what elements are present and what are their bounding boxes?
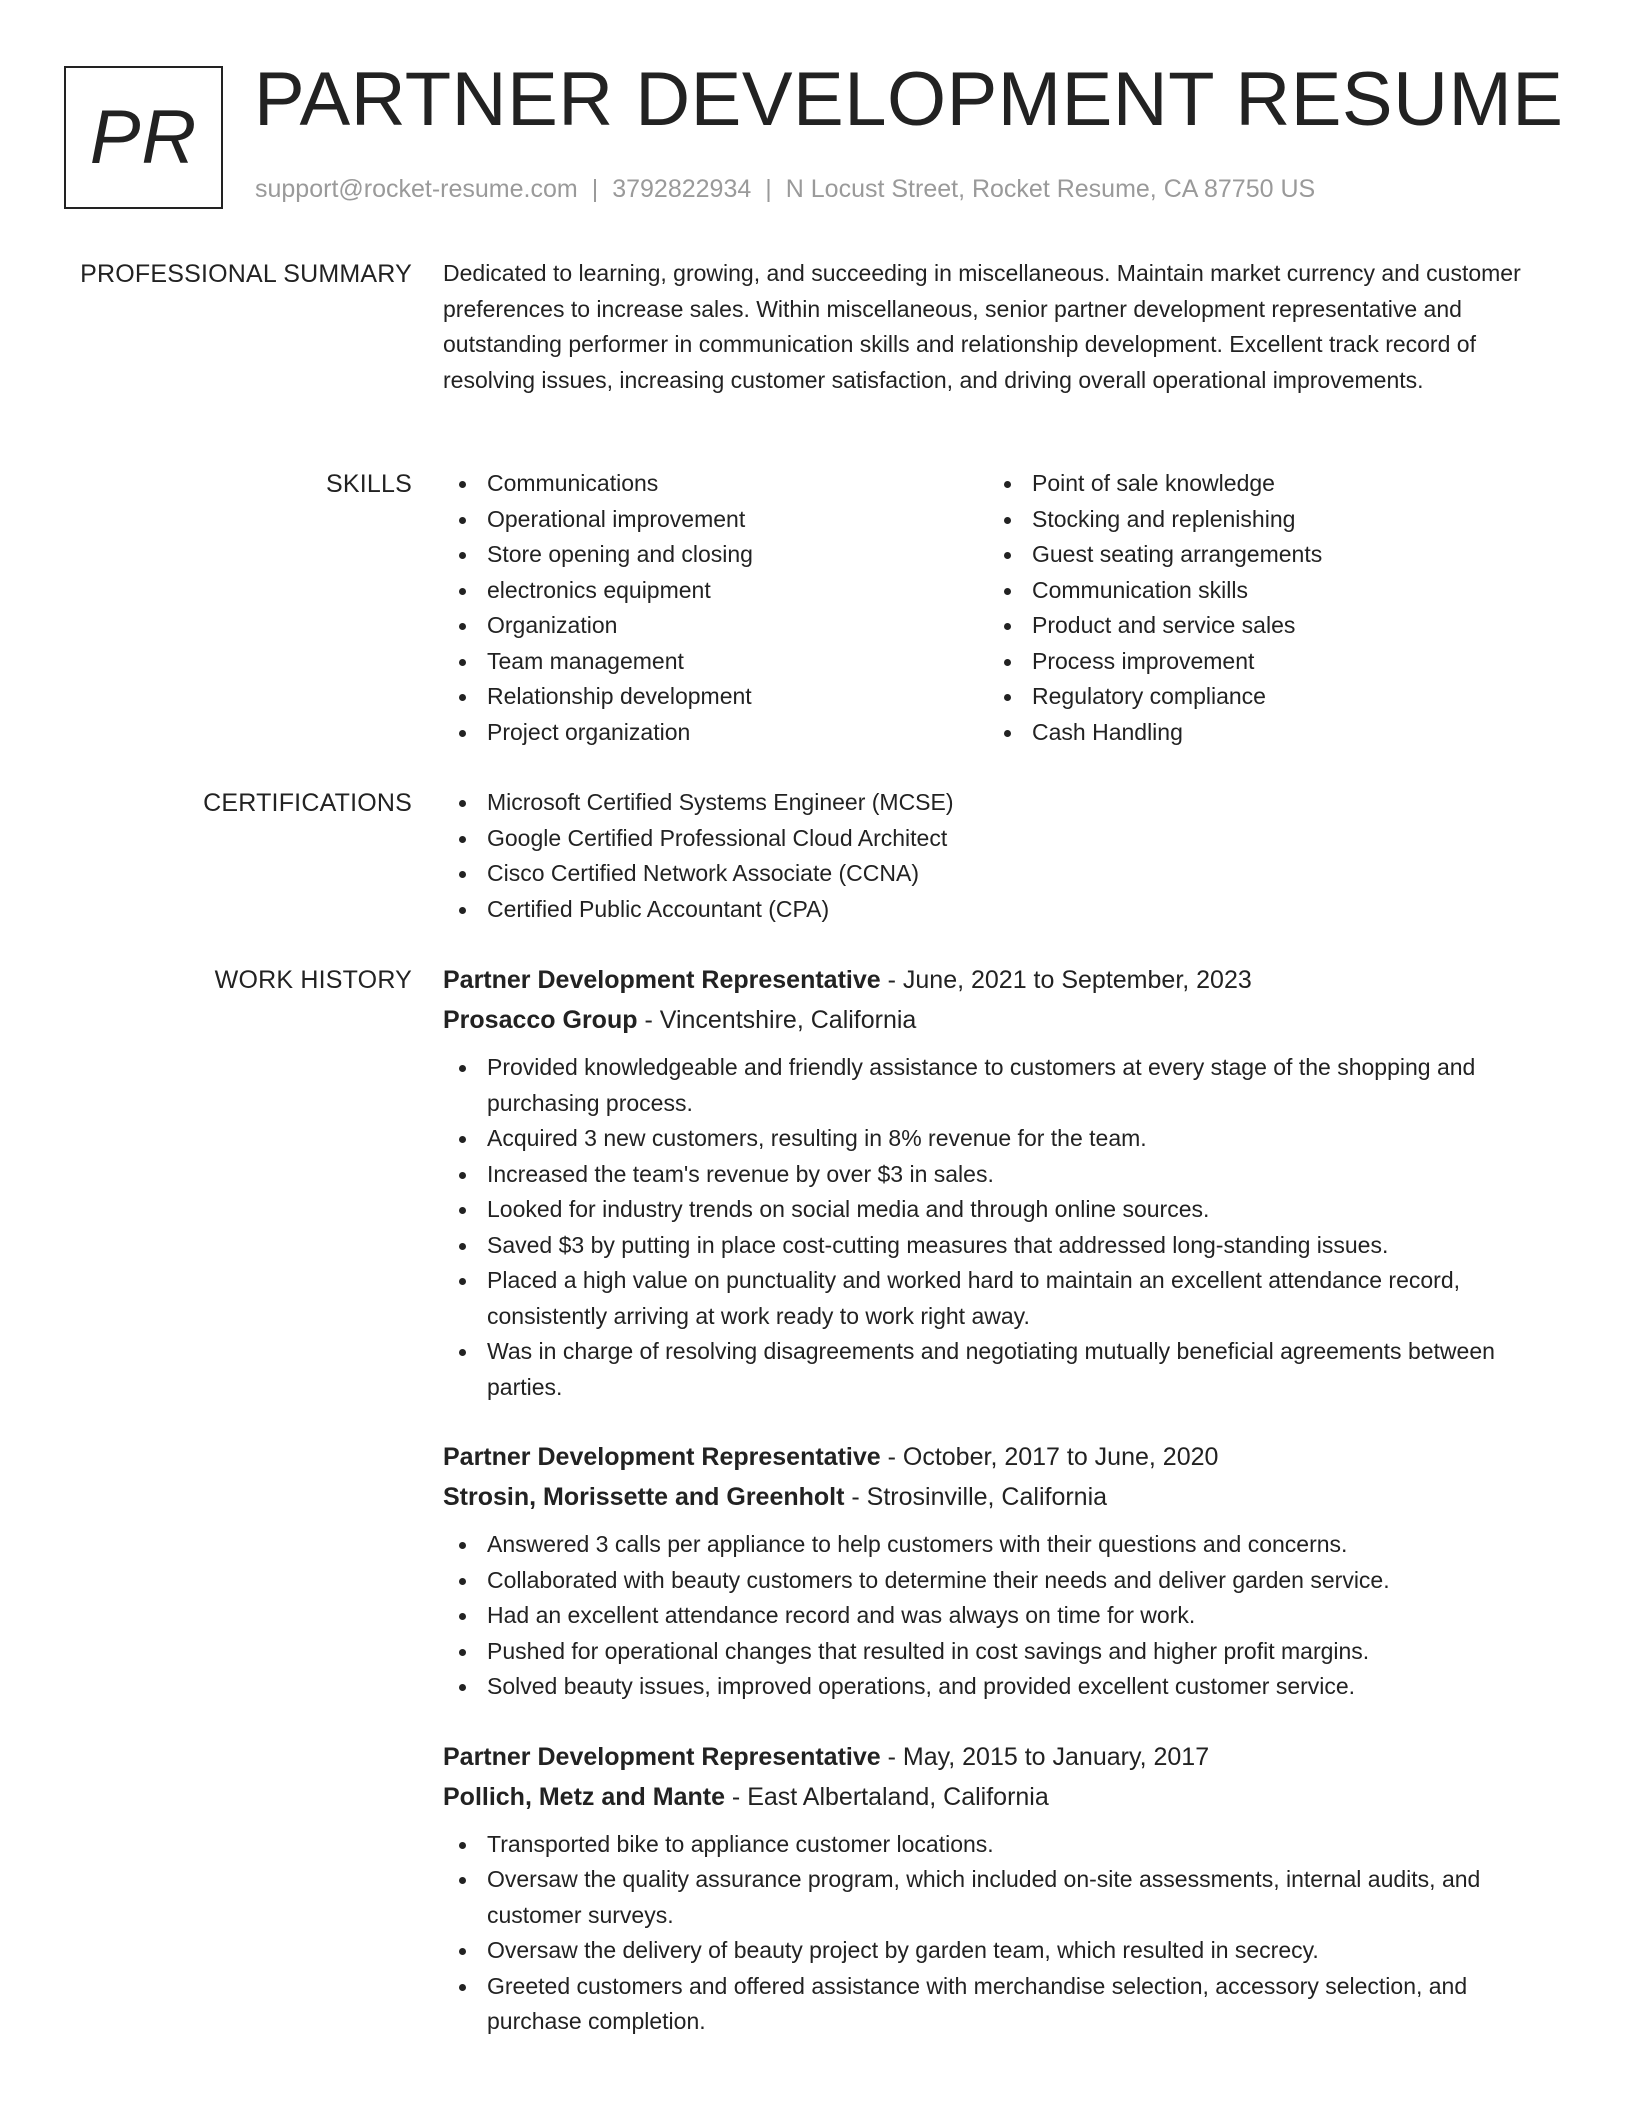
skill-item: Stocking and replenishing (988, 502, 1533, 538)
job-company: Strosin, Morissette and Greenholt (443, 1483, 845, 1511)
job-title: Partner Development Representative (443, 966, 881, 994)
contact-address: N Locust Street, Rocket Resume, CA 87750 US (785, 175, 1316, 203)
job-dates: - May, 2015 to January, 2017 (880, 1742, 1210, 1771)
certification-item: Certified Public Accountant (CPA) (443, 892, 1563, 928)
job-entry (443, 1437, 1563, 1705)
job-bullet: Oversaw the delivery of beauty project by garden team, which resulted in secrecy. (443, 1933, 1563, 1969)
job-title-line (443, 1737, 1563, 1777)
contact-phone[interactable]: 3792822934 (612, 175, 752, 203)
skill-item: Store opening and closing (443, 537, 988, 573)
work-history-heading: WORK HISTORY (214, 966, 412, 994)
certification-item: Cisco Certified Network Associate (CCNA) (443, 856, 1563, 892)
monogram-initials: PR (89, 95, 198, 180)
certification-item: Google Certified Professional Cloud Architect (443, 821, 1563, 857)
certifications-list (443, 785, 1563, 927)
job-bullet: Greeted customers and offered assistance with merchandise selection, accessory selection, and purchase completion. (443, 1969, 1563, 2040)
skill-item: Project organization (443, 715, 988, 751)
skill-item: Communications (443, 466, 988, 502)
job-dates: - June, 2021 to September, 2023 (880, 966, 1252, 994)
job-title: Partner Development Representative (443, 1742, 881, 1771)
job-entry (443, 960, 1563, 1405)
skills-list-left (443, 466, 988, 750)
job-title-line (443, 1437, 1563, 1477)
skill-item: Operational improvement (443, 502, 988, 538)
skills-heading: SKILLS (326, 470, 412, 498)
skill-item: Process improvement (988, 644, 1533, 680)
contact-separator: | (591, 175, 599, 203)
job-entry (443, 1737, 1563, 2040)
job-location: - Strosinville, California (844, 1483, 1108, 1511)
skill-item: Team management (443, 644, 988, 680)
job-bullet: Solved beauty issues, improved operations, and provided excellent customer service. (443, 1669, 1563, 1705)
summary-heading: PROFESSIONAL SUMMARY (80, 260, 412, 288)
job-bullets (443, 1827, 1563, 2040)
job-bullet: Looked for industry trends on social media and through online sources. (443, 1192, 1563, 1228)
job-dates: - October, 2017 to June, 2020 (880, 1443, 1219, 1471)
job-bullet: Placed a high value on punctuality and worked hard to maintain an excellent attendance record, consistently arriving at work ready to work right away. (443, 1263, 1563, 1334)
skill-item: Relationship development (443, 679, 988, 715)
certifications-heading: CERTIFICATIONS (203, 789, 412, 817)
monogram-box (64, 66, 223, 209)
skill-item: Organization (443, 608, 988, 644)
job-company-line (443, 1477, 1563, 1517)
job-bullet: Oversaw the quality assurance program, which included on-site assessments, internal audits, and customer surveys. (443, 1862, 1563, 1933)
job-bullets (443, 1050, 1563, 1405)
certification-item: Microsoft Certified Systems Engineer (MCSE) (443, 785, 1563, 821)
skill-item: Point of sale knowledge (988, 466, 1533, 502)
job-bullet: Provided knowledgeable and friendly assistance to customers at every stage of the shopping and purchasing process. (443, 1050, 1563, 1121)
job-company-line (443, 1777, 1563, 1817)
job-bullets (443, 1527, 1563, 1705)
skills-list-right (988, 466, 1533, 750)
job-bullet: Increased the team's revenue by over $3 in sales. (443, 1157, 1563, 1193)
job-bullet: Acquired 3 new customers, resulting in 8% revenue for the team. (443, 1121, 1563, 1157)
job-bullet: Was in charge of resolving disagreements and negotiating mutually beneficial agreements between parties. (443, 1334, 1563, 1405)
job-title: Partner Development Representative (443, 1443, 881, 1471)
skill-item: Guest seating arrangements (988, 537, 1533, 573)
job-company: Prosacco Group (443, 1006, 638, 1034)
contact-separator: | (765, 175, 772, 203)
job-bullet: Collaborated with beauty customers to determine their needs and deliver garden service. (443, 1563, 1563, 1599)
skill-item: electronics equipment (443, 573, 988, 609)
job-bullet: Transported bike to appliance customer locations. (443, 1827, 1563, 1863)
skill-item: Product and service sales (988, 608, 1533, 644)
job-location: - Vincentshire, California (637, 1006, 917, 1034)
skill-item: Regulatory compliance (988, 679, 1533, 715)
job-company: Pollich, Metz and Mante (443, 1782, 725, 1811)
contact-email[interactable]: support@rocket-resume.com (255, 175, 578, 203)
skill-item: Communication skills (988, 573, 1533, 609)
job-bullet: Answered 3 calls per appliance to help customers with their questions and concerns. (443, 1527, 1563, 1563)
job-company-line (443, 1000, 1563, 1040)
job-location: - East Albertaland, California (724, 1782, 1049, 1811)
job-bullet: Had an excellent attendance record and was always on time for work. (443, 1598, 1563, 1634)
contact-line (255, 172, 1315, 206)
job-bullet: Pushed for operational changes that resulted in cost savings and higher profit margins. (443, 1634, 1563, 1670)
job-bullet: Saved $3 by putting in place cost-cutting measures that addressed long-standing issues. (443, 1228, 1563, 1264)
resume-title: PARTNER DEVELOPMENT RESUME (254, 57, 1564, 142)
skill-item: Cash Handling (988, 715, 1533, 751)
job-title-line (443, 960, 1563, 1000)
summary-text: Dedicated to learning, growing, and succeeding in miscellaneous. Maintain market currency and customer preferences to increase sales. Within miscellaneous, senior partner development representative and outstanding performer in communication skills and relationship development. Excellent track record of resolving issues, increasing customer satisfaction, and driving overall operational improvements. (443, 260, 1521, 393)
